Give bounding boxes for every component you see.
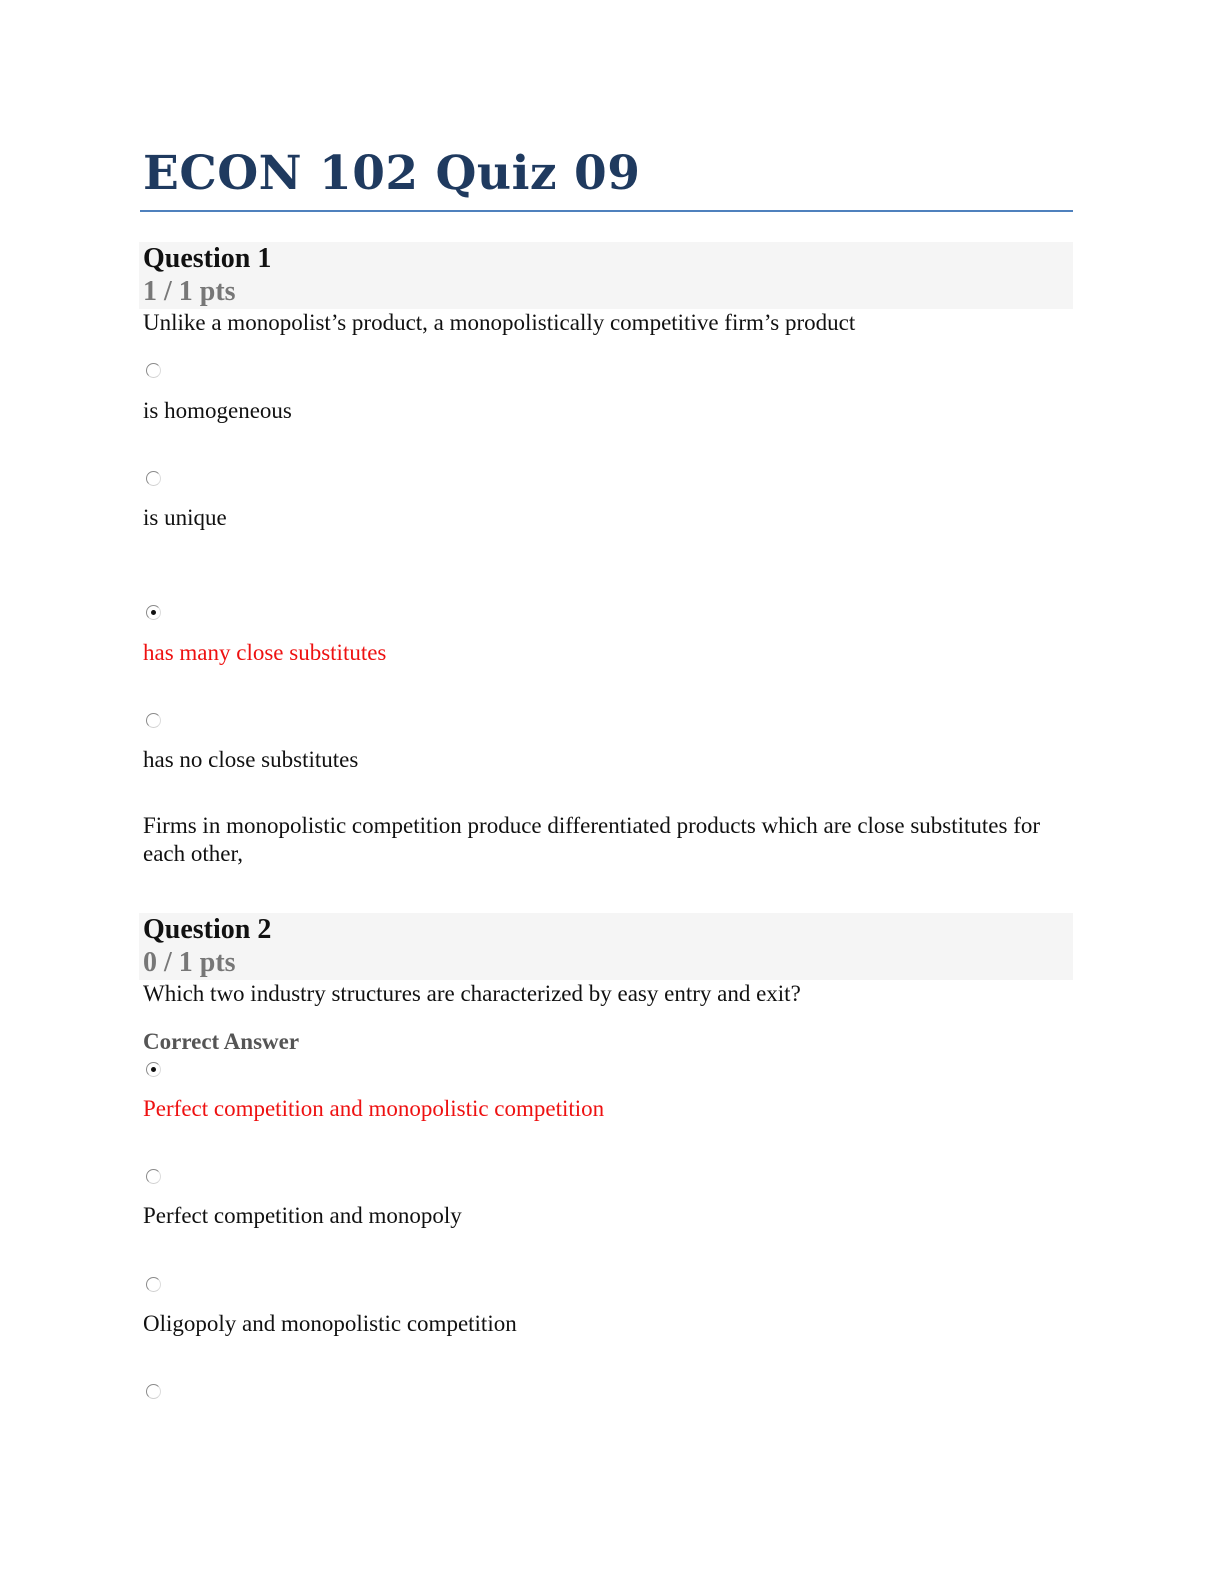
question-1-points: 1 / 1 pts [143, 276, 236, 307]
question-2-option-2-label: Perfect competition and monopoly [143, 1203, 462, 1228]
question-2-option-3-radio[interactable] [146, 1277, 161, 1292]
question-1-option-4-radio[interactable] [146, 713, 161, 728]
question-1-option-2-radio[interactable] [146, 471, 161, 486]
title-divider [140, 210, 1073, 212]
question-2-option-3-label: Oligopoly and monopolistic competition [143, 1311, 517, 1336]
question-2-option-1-label: Perfect competition and monopolistic competition [143, 1096, 605, 1121]
question-2-prompt: Which two industry structures are characterized by easy entry and exit? [143, 981, 801, 1006]
question-1-option-1-label: is homogeneous [143, 398, 292, 423]
question-1-option-2-label: is unique [143, 505, 227, 530]
question-1-option-3-radio[interactable] [146, 605, 161, 620]
question-1-option-4-label: has no close substitutes [143, 747, 359, 772]
question-1-prompt: Unlike a monopolist’s product, a monopolistically competitive firm’s product [143, 310, 856, 335]
question-1-header [139, 242, 1073, 309]
question-2-option-1-radio[interactable] [146, 1062, 161, 1077]
question-2-option-4-radio[interactable] [146, 1384, 161, 1399]
document-title: ECON 102 Quiz 09 [143, 146, 641, 201]
question-2-header [139, 913, 1073, 980]
question-2-points: 0 / 1 pts [143, 947, 236, 978]
question-1-explanation: Firms in monopolistic competition produce differentiated products which are close substitutes for each other, [143, 813, 1041, 866]
question-2-title: Question 2 [143, 914, 272, 945]
question-1-title: Question 1 [143, 243, 272, 274]
question-1-option-3-label: has many close substitutes [143, 640, 387, 665]
correct-answer-label: Correct Answer [143, 1029, 300, 1054]
question-1-option-1-radio[interactable] [146, 363, 161, 378]
question-2-option-2-radio[interactable] [146, 1169, 161, 1184]
